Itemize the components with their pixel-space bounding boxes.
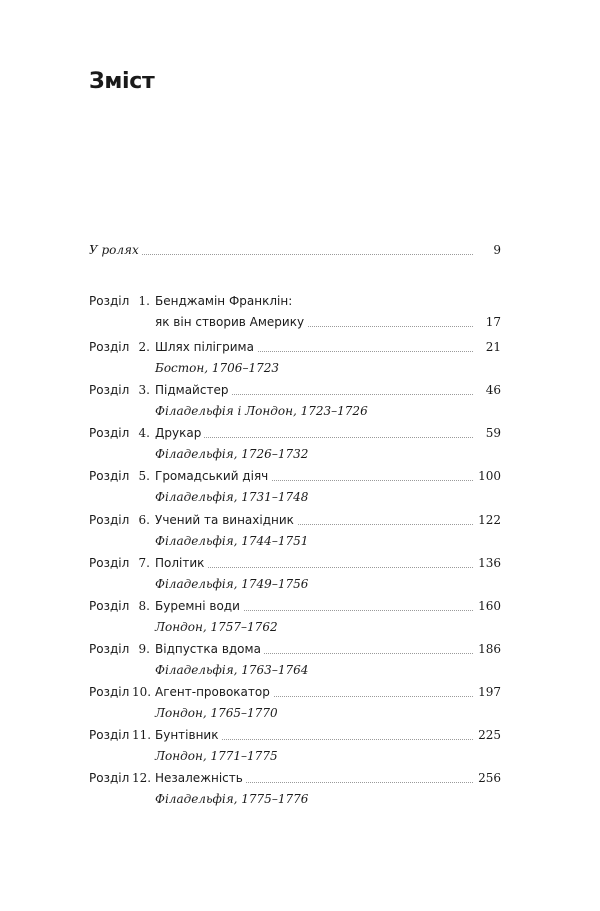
chapter-title: Громадський діяч xyxy=(155,466,271,487)
chapter-prefix: Розділ xyxy=(89,340,130,354)
chapter-number: 11. xyxy=(132,728,152,742)
chapter-subtitle: Лондон, 1757–1762 xyxy=(155,620,278,634)
chapter-number: 9. xyxy=(138,642,150,656)
chapter-title: Бунтівник xyxy=(155,725,221,746)
page-title: Зміст xyxy=(89,69,155,94)
toc-entry-chapter-2[interactable] xyxy=(89,337,501,379)
page-number: 256 xyxy=(478,771,501,785)
chapter-title: Буремні води xyxy=(155,596,243,617)
toc-entry-chapter-8[interactable] xyxy=(89,596,501,638)
chapter-prefix: Розділ xyxy=(89,383,130,397)
chapter-subtitle: Філадельфія, 1731–1748 xyxy=(155,490,309,504)
chapter-title: Незалежність xyxy=(155,768,246,789)
chapter-prefix: Розділ xyxy=(89,728,130,742)
page-number: 59 xyxy=(485,426,501,440)
table-of-contents xyxy=(89,0,501,911)
chapter-number: 3. xyxy=(138,383,150,397)
chapter-prefix: Розділ xyxy=(89,685,130,699)
chapter-subtitle: Філадельфія, 1763–1764 xyxy=(155,663,309,677)
chapter-number: 7. xyxy=(138,556,150,570)
toc-entry-chapter-11[interactable] xyxy=(89,725,501,767)
chapter-title: Відпустка вдома xyxy=(155,639,264,660)
page-number: 122 xyxy=(478,513,501,527)
page-number: 186 xyxy=(478,642,501,656)
chapter-title: Друкар xyxy=(155,423,204,444)
dot-leader xyxy=(89,254,473,255)
chapter-number: 1. xyxy=(138,294,150,308)
chapter-subtitle: Філадельфія і Лондон, 1723–1726 xyxy=(155,404,368,418)
chapter-number: 6. xyxy=(138,513,150,527)
chapter-prefix: Розділ xyxy=(89,642,130,656)
chapter-prefix: Розділ xyxy=(89,556,130,570)
toc-entry-chapter-7[interactable] xyxy=(89,553,501,595)
chapter-prefix: Розділ xyxy=(89,599,130,613)
intro-label: У ролях xyxy=(89,240,142,261)
page-number: 160 xyxy=(478,599,501,613)
chapter-title: Учений та винахідник xyxy=(155,510,297,531)
toc-entry-chapter-6[interactable] xyxy=(89,510,501,552)
chapter-subtitle: Філадельфія, 1775–1776 xyxy=(155,792,309,806)
chapter-number: 10. xyxy=(132,685,152,699)
page-number: 197 xyxy=(478,685,501,699)
chapter-prefix: Розділ xyxy=(89,294,130,308)
toc-entry-chapter-4[interactable] xyxy=(89,423,501,465)
chapter-title-line-2: як він створив Америку xyxy=(155,312,307,333)
toc-entry-chapter-9[interactable] xyxy=(89,639,501,681)
chapter-prefix: Розділ xyxy=(89,771,130,785)
page-number: 9 xyxy=(493,243,501,257)
chapter-number: 4. xyxy=(138,426,150,440)
chapter-subtitle: Лондон, 1765–1770 xyxy=(155,706,278,720)
page-number: 21 xyxy=(485,340,501,354)
chapter-prefix: Розділ xyxy=(89,469,130,483)
chapter-number: 5. xyxy=(138,469,150,483)
chapter-title: Підмайстер xyxy=(155,380,231,401)
chapter-number: 8. xyxy=(138,599,150,613)
page-number: 46 xyxy=(485,383,501,397)
page-number: 17 xyxy=(485,315,501,329)
chapter-title: Бенджамін Франклін: xyxy=(155,291,295,312)
chapter-subtitle: Філадельфія, 1726–1732 xyxy=(155,447,309,461)
chapter-title: Політик xyxy=(155,553,207,574)
chapter-number: 2. xyxy=(138,340,150,354)
page-number: 100 xyxy=(478,469,501,483)
chapter-title: Агент-провокатор xyxy=(155,682,273,703)
toc-entry-chapter-1[interactable] xyxy=(89,291,501,333)
toc-entry-chapter-5[interactable] xyxy=(89,466,501,508)
toc-entry-chapter-3[interactable] xyxy=(89,380,501,422)
toc-entry-chapter-10[interactable] xyxy=(89,682,501,724)
chapter-prefix: Розділ xyxy=(89,513,130,527)
chapter-title: Шлях пілігрима xyxy=(155,337,257,358)
chapter-subtitle: Лондон, 1771–1775 xyxy=(155,749,278,763)
chapter-subtitle: Бостон, 1706–1723 xyxy=(155,361,279,375)
chapter-subtitle: Філадельфія, 1744–1751 xyxy=(155,534,309,548)
chapter-prefix: Розділ xyxy=(89,426,130,440)
toc-entry-intro[interactable] xyxy=(89,240,501,261)
chapter-number: 12. xyxy=(132,771,152,785)
toc-entry-chapter-12[interactable] xyxy=(89,768,501,810)
chapter-subtitle: Філадельфія, 1749–1756 xyxy=(155,577,309,591)
page-number: 225 xyxy=(478,728,501,742)
page-number: 136 xyxy=(478,556,501,570)
